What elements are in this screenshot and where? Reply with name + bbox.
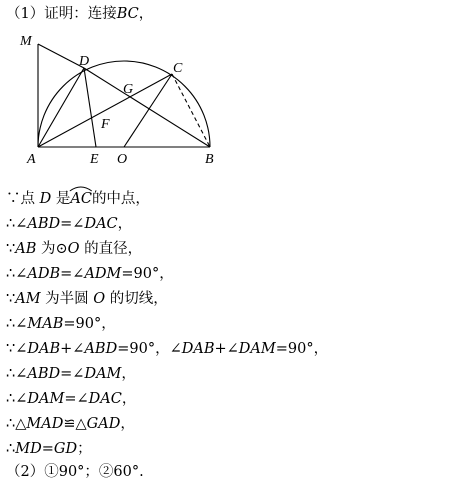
text: =90°， xyxy=(275,341,329,357)
proof-line-11 xyxy=(6,440,92,458)
label-b: B xyxy=(205,152,214,167)
text: ∴∠ xyxy=(6,316,28,332)
answer-line-2 xyxy=(6,463,144,481)
text: 为半圆 xyxy=(40,291,94,307)
text: ∵ xyxy=(6,291,16,307)
text: =∠ xyxy=(60,366,85,382)
segment-de xyxy=(84,68,96,147)
label-o: O xyxy=(117,152,128,167)
segment-db xyxy=(84,68,210,147)
text: ； xyxy=(77,441,92,457)
angle: ADB xyxy=(27,266,61,282)
text: ∴△ xyxy=(6,416,27,432)
proof-line-10 xyxy=(6,415,135,433)
semicircle-arc xyxy=(38,61,210,147)
label-e: E xyxy=(90,152,99,167)
text: 为⊙ xyxy=(36,241,68,257)
text: ， xyxy=(121,366,136,382)
text: =90°， xyxy=(63,316,116,332)
proof-line-9 xyxy=(6,390,136,408)
label-c: C xyxy=(173,61,183,76)
intro-text: （1）证明：连接 xyxy=(6,6,117,22)
proof-line-5 xyxy=(6,290,168,308)
angle: DAC xyxy=(88,391,122,407)
text: =90°， xyxy=(121,266,174,282)
intro-punct: ， xyxy=(138,6,154,22)
angle: ABD xyxy=(27,366,61,382)
proof-line-1 xyxy=(6,190,150,208)
text: =∠ xyxy=(64,391,89,407)
label-d: D xyxy=(79,54,90,69)
point-d: D xyxy=(39,191,52,207)
text: ≌△ xyxy=(63,416,87,432)
angle: ADM xyxy=(84,266,122,282)
text: ∵∠ xyxy=(6,341,28,357)
text: ∴ xyxy=(6,441,16,457)
text: 的切线， xyxy=(105,291,168,307)
label-a: A xyxy=(27,152,36,167)
text: ∵点 xyxy=(6,191,40,207)
arc-label: AC xyxy=(70,191,92,207)
segment: AB xyxy=(15,241,37,257)
text: =90°，∠ xyxy=(117,341,182,357)
text: ， xyxy=(120,416,135,432)
point: O xyxy=(93,291,106,307)
triangle: MAD xyxy=(26,416,64,432)
text: = xyxy=(41,441,54,457)
segment-bc: BC xyxy=(116,6,139,22)
text: 的中点， xyxy=(91,191,150,207)
arc-ac xyxy=(70,190,92,208)
proof-line-8 xyxy=(6,365,136,383)
label-g: G xyxy=(123,82,134,97)
segment-da xyxy=(38,68,84,147)
text: +∠ xyxy=(60,341,85,357)
angle: ABD xyxy=(84,341,118,357)
angle: ABD xyxy=(27,216,61,232)
proof-line-7 xyxy=(6,340,328,358)
angle: DAB xyxy=(27,341,61,357)
text: ∴∠ xyxy=(6,266,28,282)
text: ， xyxy=(121,391,137,407)
segment: GD xyxy=(53,441,78,457)
angle: MAB xyxy=(27,316,64,332)
text: =∠ xyxy=(60,266,85,282)
angle: DAM xyxy=(238,341,276,357)
text: （2）①90°；②60°. xyxy=(6,464,144,480)
text: ∴∠ xyxy=(6,366,28,382)
label-m: M xyxy=(20,34,32,49)
proof-line-6 xyxy=(6,315,116,333)
text: +∠ xyxy=(214,341,239,357)
proof-line-2 xyxy=(6,215,132,233)
angle: DAB xyxy=(181,341,215,357)
segment: MD xyxy=(15,441,42,457)
text: =∠ xyxy=(60,216,85,232)
label-f: F xyxy=(101,117,110,132)
segment-bc-dashed xyxy=(172,74,210,147)
segment-md xyxy=(38,44,84,68)
segment: AM xyxy=(15,291,41,307)
angle: DAM xyxy=(27,391,65,407)
text: ∵ xyxy=(6,241,16,257)
point: O xyxy=(67,241,80,257)
proof-line-4 xyxy=(6,265,174,283)
text: ， xyxy=(117,216,133,232)
triangle: GAD xyxy=(86,416,121,432)
text: ∴∠ xyxy=(6,391,28,407)
text: 的直径， xyxy=(79,241,143,257)
angle: DAC xyxy=(84,216,118,232)
angle: DAM xyxy=(84,366,122,382)
proof-line-3 xyxy=(6,240,142,258)
text: ∴∠ xyxy=(6,216,28,232)
text: 是 xyxy=(51,191,71,207)
